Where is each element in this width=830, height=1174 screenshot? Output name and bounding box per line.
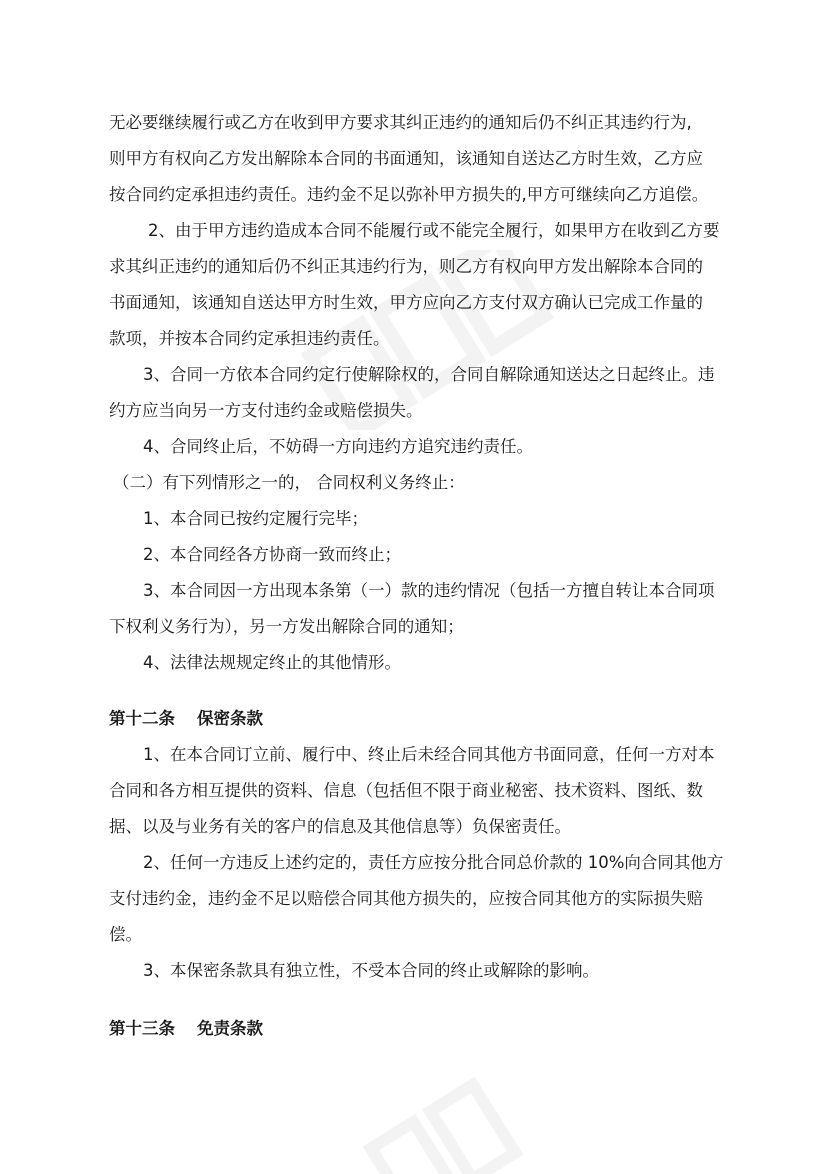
section-number: 第十二条 [109, 709, 175, 728]
paragraph-line: 下权利义务行为），另一方发出解除合同的通知； [109, 617, 464, 636]
section-number: 第十三条 [109, 1019, 175, 1038]
section-heading [109, 704, 830, 734]
paragraph-line: 款项，并按本合同约定承担违约责任。 [109, 329, 390, 348]
list-item: 1、本合同已按约定履行完毕； [143, 509, 368, 528]
section-title: 保密条款 [197, 709, 263, 728]
paragraph-line: 无必要继续履行或乙方在收到甲方要求其纠正违约的通知后仍不纠正其违约行为, [109, 113, 692, 132]
paragraph-line: 求其纠正违约的通知后仍不纠正其违约行为，则乙方有权向甲方发出解除本合同的 [109, 257, 703, 276]
section-heading [109, 1014, 830, 1044]
paragraph-line: 4、合同终止后，不妨碍一方向违约方追究违约责任。 [143, 437, 533, 456]
paragraph-line: 约方应当向另一方支付违约金或赔偿损失。 [109, 401, 423, 420]
list-item: 2、本合同经各方协商一致而终止； [143, 545, 401, 564]
list-item: 3、本合同因一方出现本条第（一）款的违约情况（包括一方擅自转让本合同项 [143, 581, 715, 600]
paragraph-line: 合同和各方相互提供的资料、信息（包括但不限于商业秘密、技术资料、图纸、数 [109, 781, 703, 800]
paragraph-line: 则甲方有权向乙方发出解除本合同的书面通知，该通知自送达乙方时生效，乙方应 [109, 149, 703, 168]
watermark-logo [360, 1060, 560, 1174]
paragraph-line: 3、合同一方依本合同约定行使解除权的，合同自解除通知送达之日起终止。违 [143, 365, 715, 384]
paragraph-line: 3、本保密条款具有独立性，不受本合同的终止或解除的影响。 [143, 961, 599, 980]
paragraph-line: 支付违约金，违约金不足以赔偿合同其他方损失的，应按合同其他方的实际损失赔 [109, 889, 703, 908]
paragraph-line: 1、在本合同订立前、履行中、终止后未经合同其他方书面同意，任何一方对本 [143, 745, 715, 764]
paragraph-line: 按合同约定承担违约责任。违约金不足以弥补甲方损失的,甲方可继续向乙方追偿。 [109, 185, 709, 204]
paragraph-line: 书面通知，该通知自送达甲方时生效，甲方应向乙方支付双方确认已完成工作量的 [109, 293, 703, 312]
paragraph-line: 2、由于甲方违约造成本合同不能履行或不能完全履行，如果甲方在收到乙方要 [148, 221, 720, 240]
paragraph-line: 偿。 [109, 925, 142, 944]
paragraph-line: 2、任何一方违反上述约定的，责任方应按分批合同总价款的 10%向合同其他方 [143, 853, 724, 872]
paragraph-line: （二）有下列情形之一的， 合同权利义务终止： [113, 473, 465, 492]
section-title: 免责条款 [197, 1019, 263, 1038]
paragraph-line: 据、以及与业务有关的客户的信息及其他信息等）负保密责任。 [109, 817, 571, 836]
list-item: 4、法律法规规定终止的其他情形。 [143, 653, 401, 672]
